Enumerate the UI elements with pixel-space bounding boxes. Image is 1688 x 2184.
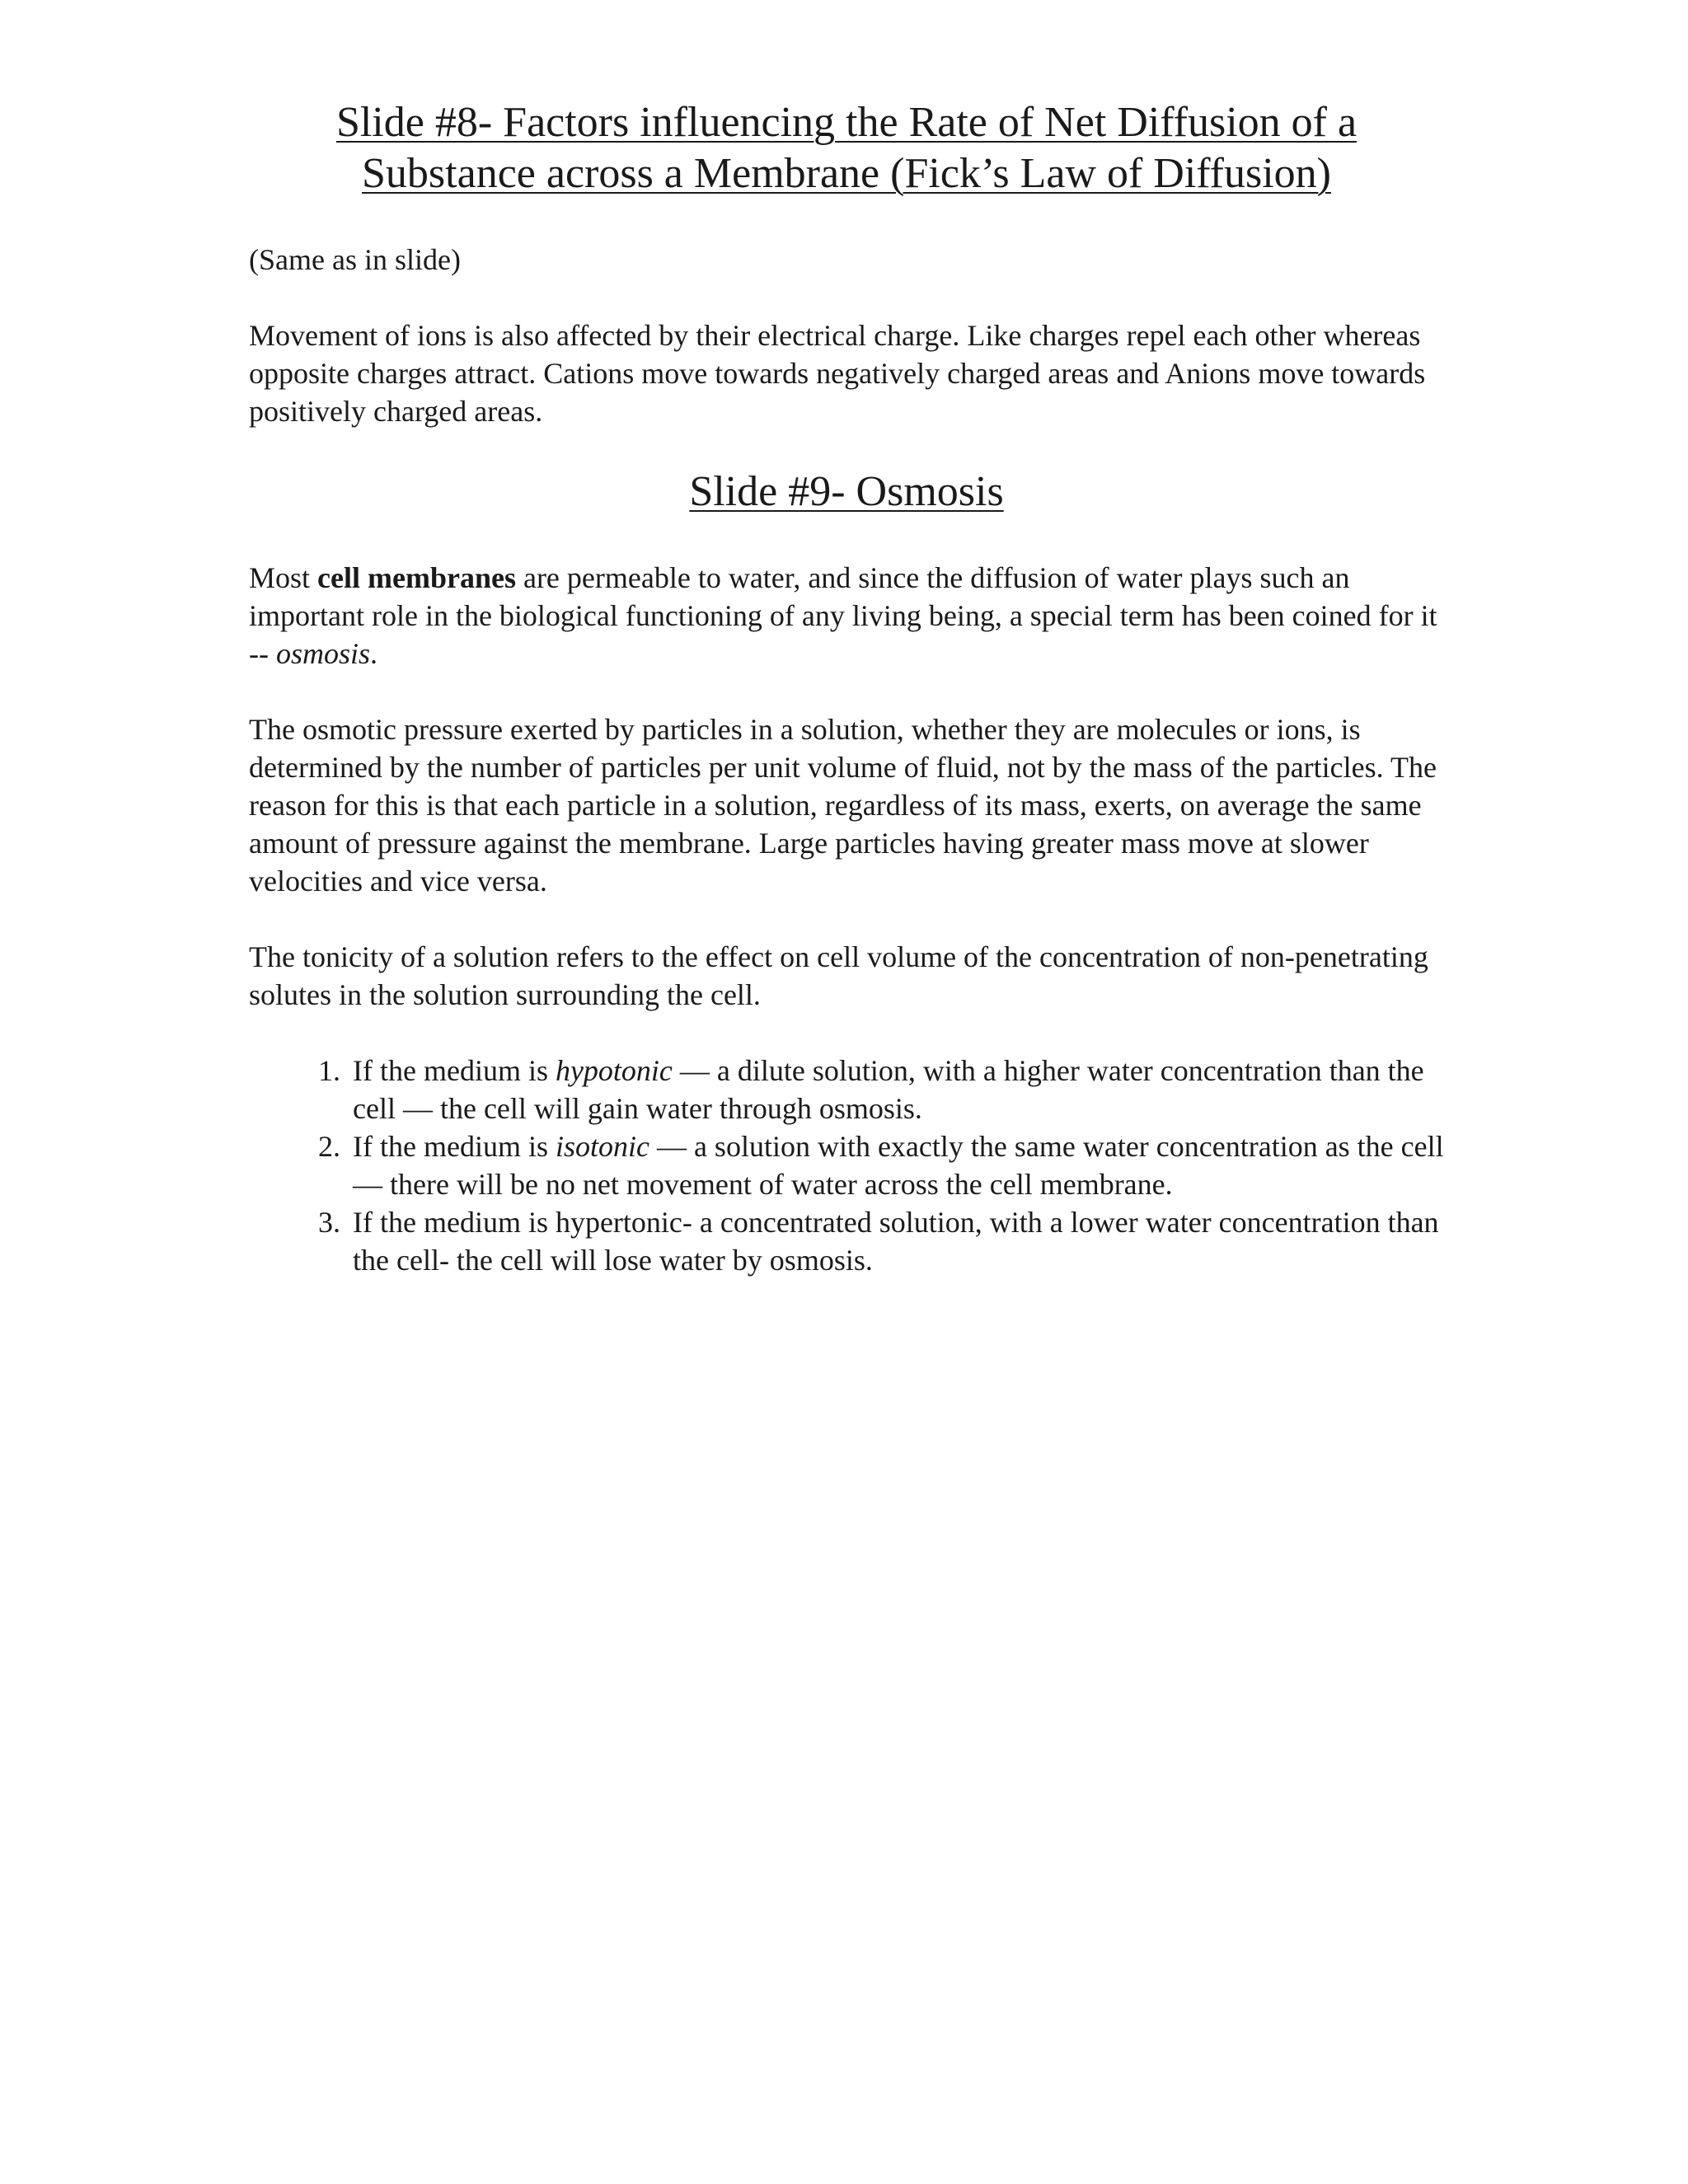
slide9-paragraph-1 — [249, 559, 1444, 673]
list-item — [348, 1127, 1444, 1203]
item1-italic-term: hypotonic — [555, 1054, 673, 1087]
item2-italic-term: isotonic — [555, 1130, 649, 1163]
list-item — [348, 1052, 1444, 1127]
document-page — [249, 97, 1444, 1279]
slide9-paragraph-3: The tonicity of a solution refers to the effect on cell volume of the concentration of non-penetrating solutes in the solution surrounding the cell. — [249, 940, 1428, 1011]
slide8-title — [249, 97, 1444, 199]
item2-pre: If the medium is — [353, 1130, 556, 1163]
slide8-title-line1: Slide #8- Factors influencing the Rate of Net Diffusion of a — [335, 99, 1357, 146]
tonicity-list — [249, 1052, 1444, 1279]
item2-post: — a solution with exactly the same water concentration as the cell — there will be no net movement of water across the cell membrane. — [353, 1130, 1444, 1201]
p1-mid: are permeable to water, and since the diffusion of water plays such an important role in the biological functioning of any living being, a special term has been coined for it -- — [249, 561, 1437, 670]
p1-italic-term: osmosis — [275, 637, 371, 670]
slide8-title-line2: Substance across a Membrane (Fick’s Law of Diffusion) — [362, 150, 1331, 197]
p1-post: . — [370, 637, 378, 670]
slide8-note: (Same as in slide) — [249, 243, 461, 276]
slide9-paragraph-2: The osmotic pressure exerted by particles in a solution, whether they are molecules or ions, is determined by the number of particles per unit volume of fluid, not by the mass of the particles. The reason for this is that each particle in a solution, regardless of its mass, exerts, on average the same amount of pressure against the membrane. Large particles having greater mass move at slower velocities and vice versa. — [249, 713, 1437, 898]
slide8-paragraph: Movement of ions is also affected by their electrical charge. Like charges repel each other whereas opposite charges attract. Cations move towards negatively charged areas and Anions move towards positively charged areas. — [249, 319, 1426, 428]
slide9-title: Slide #9- Osmosis — [689, 468, 1004, 515]
item1-post: — a dilute solution, with a higher water concentration than the cell — the cell will gain water through osmosis. — [353, 1054, 1424, 1125]
p1-bold-term: cell membranes — [317, 561, 516, 594]
p1-pre: Most — [249, 561, 318, 594]
list-item: 3. If the medium is hypertonic- a concentrated solution, with a lower water concentration than the cell- the cell will lose water by osmosis. — [348, 1203, 1444, 1279]
item1-pre: If the medium is — [353, 1054, 556, 1087]
